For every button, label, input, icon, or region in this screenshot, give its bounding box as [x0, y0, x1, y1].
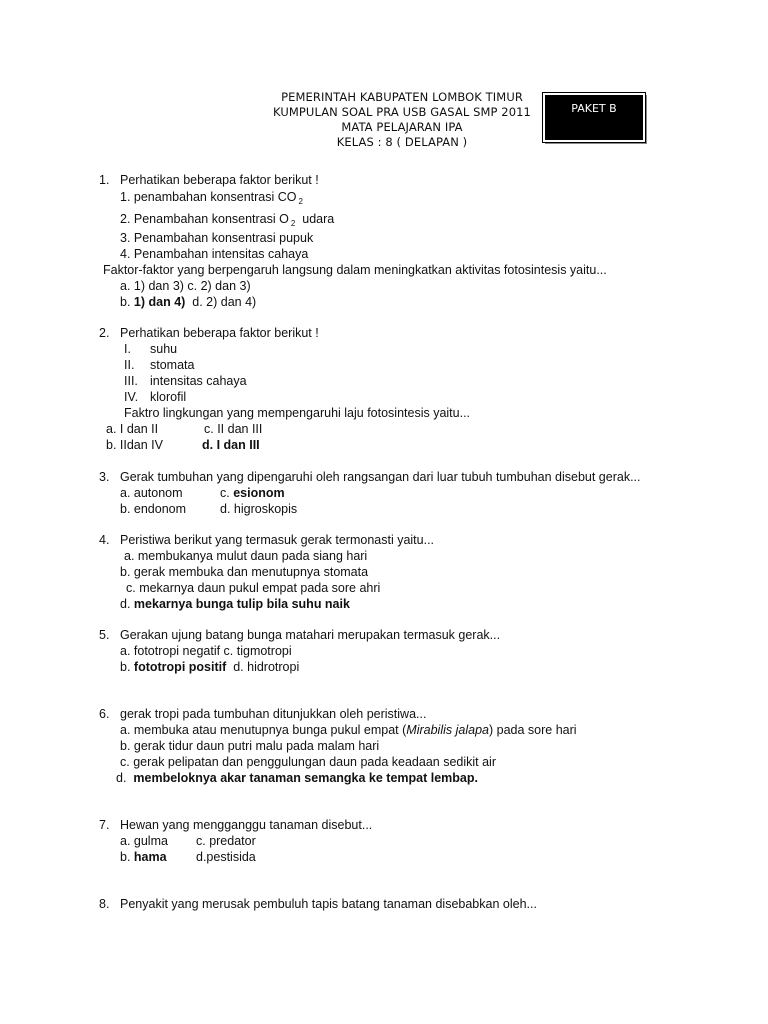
question-text: Perhatikan beberapa faktor berikut !: [120, 326, 319, 340]
option-line-2: b. fototropi positif d. hidrotropi: [120, 660, 300, 674]
answer-key: d. I dan III: [202, 438, 260, 452]
factor-4: 4. Penambahan intensitas cahaya: [120, 247, 309, 261]
answer-key: hama: [133, 850, 167, 864]
header-line-3: MATA PELAJARAN IPA: [341, 120, 463, 134]
roman-numeral: IV.: [124, 390, 139, 404]
option-c: c. mekarnya daun pukul empat pada sore ahri: [126, 581, 381, 595]
question-number: 3.: [99, 470, 110, 484]
list-item: stomata: [150, 358, 195, 372]
factor-1: 1. penambahan konsentrasi CO $_2$: [120, 190, 303, 206]
list-item: suhu: [150, 342, 178, 356]
answer-key: fototropi positif: [133, 660, 227, 674]
option-a: a. membukanya mulut daun pada siang hari: [124, 549, 368, 563]
list-item: klorofil: [150, 390, 187, 404]
answer-key: mekarnya bunga tulip bila suhu naik: [133, 597, 350, 611]
header-line-2: KUMPULAN SOAL PRA USB GASAL SMP 2011: [273, 105, 531, 119]
option-d: d. mekarnya bunga tulip bila suhu naik: [120, 597, 350, 611]
option-d: d. higroskopis: [220, 502, 298, 516]
header-line-4: KELAS : 8 ( DELAPAN ): [336, 135, 468, 149]
option-b: b. gerak tidur daun putri malu pada malam hari: [120, 739, 380, 753]
option-a: a. autonom: [120, 486, 183, 500]
option-a: a. gulma: [120, 834, 168, 848]
option-line-2: b. 1) dan 4) d. 2) dan 4): [120, 295, 257, 309]
paket-label-box: [543, 93, 645, 142]
option-b: b. IIdan IV: [106, 438, 163, 452]
roman-numeral: II.: [124, 358, 135, 372]
option-b: b. endonom: [120, 502, 187, 516]
roman-numeral: III.: [124, 374, 138, 388]
option-b: b. gerak membuka dan menutupnya stomata: [120, 565, 369, 579]
question-number: 6.: [99, 707, 110, 721]
question-text: Peristiwa berikut yang termasuk gerak termonasti yaitu...: [120, 533, 435, 547]
option-line-1: a. fototropi negatif c. tigmotropi: [120, 644, 292, 658]
answer-key: membeloknya akar tanaman semangka ke tempat lembap.: [133, 771, 478, 785]
question-number: 4.: [99, 533, 110, 547]
option-d: d. membeloknya akar tanaman semangka ke tempat lembap.: [116, 771, 478, 785]
option-c: c. II dan III: [204, 422, 263, 436]
header-line-1: PEMERINTAH KABUPATEN LOMBOK TIMUR: [281, 90, 523, 104]
option-d: d.pestisida: [196, 850, 256, 864]
question-stem: Faktor-faktor yang berpengaruh langsung dalam meningkatkan aktivitas fotosintesis yaitu...: [103, 263, 607, 277]
option-b: b. hama: [120, 850, 167, 864]
question-text: Gerakan ujung batang bunga matahari merupakan termasuk gerak...: [120, 628, 501, 642]
factor-3: 3. Penambahan konsentrasi pupuk: [120, 231, 314, 245]
option-a: a. I dan II: [106, 422, 159, 436]
question-number: 1.: [99, 173, 110, 187]
document-header: [230, 90, 574, 150]
question-text: Penyakit yang merusak pembuluh tapis batang tanaman disebabkan oleh...: [120, 897, 537, 911]
question-number: 2.: [99, 326, 110, 340]
question-text: Hewan yang mengganggu tanaman disebut...: [120, 818, 373, 832]
option-c: c. predator: [196, 834, 256, 848]
question-number: 8.: [99, 897, 110, 911]
factor-2: 2. Penambahan konsentrasi O $_2$ udara: [120, 212, 335, 228]
option-c: c. gerak pelipatan dan penggulungan daun pada keadaan sedikit air: [120, 755, 496, 769]
answer-key: esionom: [233, 486, 285, 500]
option-a: a. membuka atau menutupnya bunga pukul empat (Mirabilis jalapa) pada sore hari: [120, 723, 577, 737]
question-stem: Faktro lingkungan yang mempengaruhi laju fotosintesis yaitu...: [124, 406, 471, 420]
question-text: Perhatikan beberapa faktor berikut !: [120, 173, 319, 187]
option-c: c. esionom: [220, 486, 285, 500]
question-text: gerak tropi pada tumbuhan ditunjukkan oleh peristiwa...: [120, 707, 427, 721]
question-number: 5.: [99, 628, 110, 642]
paket-label: PAKET B: [571, 102, 617, 115]
list-item: intensitas cahaya: [150, 374, 247, 388]
answer-key: 1) dan 4): [133, 295, 186, 309]
roman-numeral: I.: [124, 342, 131, 356]
option-line-1: a. 1) dan 3) c. 2) dan 3): [120, 279, 251, 293]
question-text: Gerak tumbuhan yang dipengaruhi oleh rangsangan dari luar tubuh tumbuhan disebut gerak...: [120, 470, 641, 484]
question-number: 7.: [99, 818, 110, 832]
